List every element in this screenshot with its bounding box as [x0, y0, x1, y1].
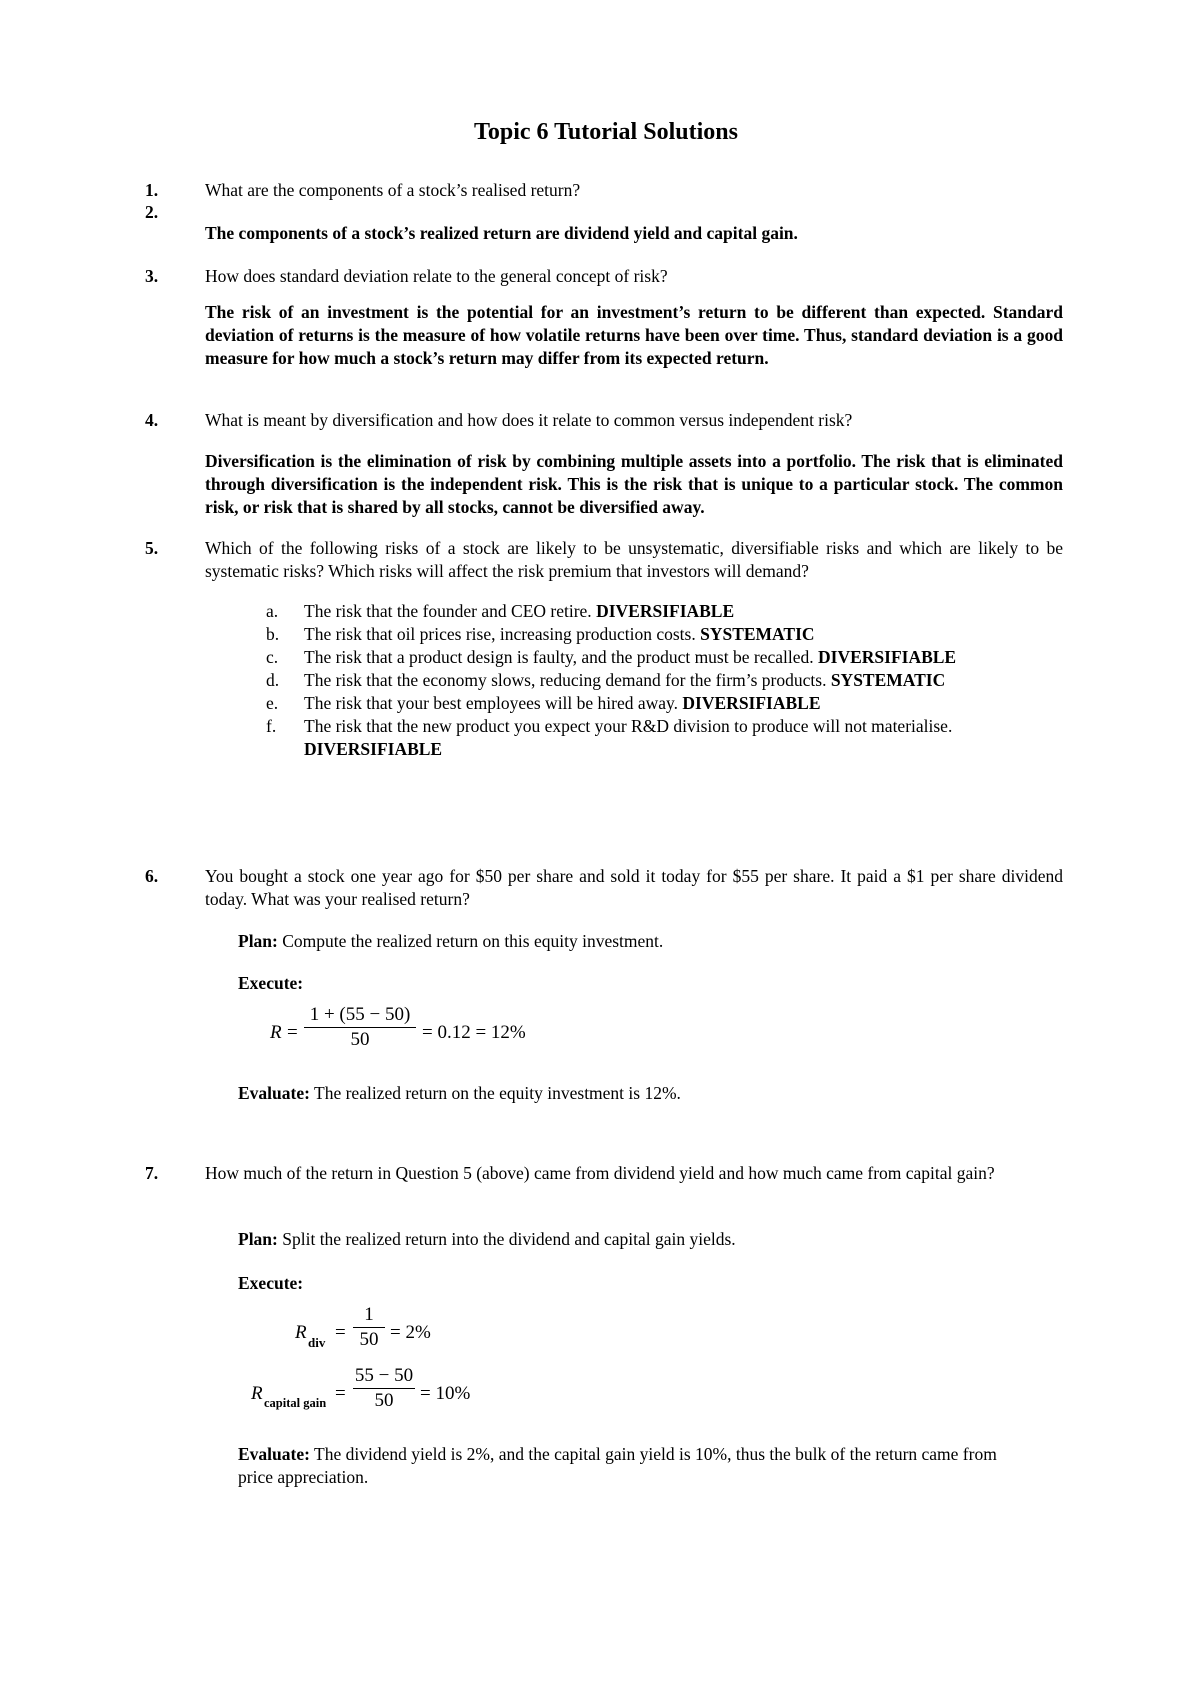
list-item-text: The risk that the founder and CEO retire.: [304, 601, 592, 621]
fraction-numerator: 1: [364, 1304, 374, 1325]
equation-equals: =: [287, 1022, 298, 1043]
list-item-answer: DIVERSIFIABLE: [682, 693, 821, 713]
equation-lhs: R: [295, 1322, 307, 1343]
list-item-letter: c.: [266, 647, 279, 667]
evaluate-label: Evaluate:: [238, 1444, 310, 1464]
list-item-text: The risk that a product design is faulty, and the product must be recalled.: [304, 647, 814, 667]
fraction-numerator: 1 + (55 − 50): [309, 1004, 411, 1025]
list-item: [238, 669, 1098, 692]
question-4-text: What is meant by diversification and how does it relate to common versus independent risk?: [205, 410, 853, 430]
answer-4-text: Diversification is the elimination of risk by combining multiple assets into a portfolio. The risk that is eliminated through diversification is the independent risk. This is the risk that is unique to a particular stock. The common risk, or risk that is shared by all stocks, cannot be diversified away.: [205, 451, 1063, 517]
equation-subscript: div: [308, 1335, 326, 1350]
equation-lhs: R: [270, 1022, 282, 1043]
list-item-text: The risk that oil prices rise, increasing production costs.: [304, 624, 696, 644]
plan-text: Compute the realized return on this equity investment.: [282, 931, 664, 951]
execute-label: Execute:: [238, 1273, 304, 1293]
evaluate-7: [238, 1443, 1028, 1489]
equation-rhs: = 0.12 = 12%: [422, 1022, 526, 1043]
plan-7: [238, 1228, 736, 1251]
question-3-text: How does standard deviation relate to the general concept of risk?: [205, 266, 668, 286]
question-number-3: 3.: [145, 266, 159, 286]
list-item-letter: b.: [266, 624, 280, 644]
equation-lhs: R: [251, 1383, 263, 1404]
equation-rhs: = 10%: [420, 1383, 471, 1404]
list-item-text: The risk that the economy slows, reducing demand for the firm’s products.: [304, 670, 827, 690]
question-1-text: What are the components of a stock’s realised return?: [205, 180, 581, 200]
answer-2-text: The components of a stock’s realized return are dividend yield and capital gain.: [205, 223, 798, 243]
list-item-text: The risk that your best employees will be hired away.: [304, 693, 679, 713]
list-item-letter: d.: [266, 670, 280, 690]
list-item-letter: f.: [266, 716, 277, 736]
risk-list: [238, 600, 1098, 761]
question-5-text: Which of the following risks of a stock are likely to be unsystematic, diversifiable risks and which are likely to be systematic risks? Which risks will affect the risk premium that investors will demand?: [205, 538, 1063, 581]
list-item: [238, 692, 1098, 715]
plan-label: Plan:: [238, 931, 278, 951]
equation-equals: =: [335, 1322, 346, 1343]
list-item-answer: SYSTEMATIC: [700, 624, 815, 644]
question-number-2: 2.: [145, 202, 159, 222]
list-item: [238, 715, 1098, 761]
question-number-5: 5.: [145, 538, 159, 558]
question-number-1: 1.: [145, 180, 159, 200]
list-item-answer: DIVERSIFIABLE: [596, 601, 735, 621]
fraction-denominator: 50: [374, 1390, 394, 1411]
equation-fraction: [353, 1303, 385, 1352]
equation-fraction: [304, 1003, 416, 1052]
evaluate-text: The dividend yield is 2%, and the capital gain yield is 10%, thus the bulk of the return came from price appreciation.: [238, 1444, 997, 1487]
list-item-answer: SYSTEMATIC: [830, 670, 946, 690]
fraction-denominator: 50: [350, 1029, 370, 1050]
list-item-answer: DIVERSIFIABLE: [818, 647, 957, 667]
evaluate-label: Evaluate:: [238, 1083, 310, 1103]
fraction-denominator: 50: [359, 1329, 379, 1350]
question-6-text: You bought a stock one year ago for $50 per share and sold it today for $55 per share. It paid a $1 per share dividend today. What was your realised return?: [205, 866, 1063, 909]
list-item-text: The risk that the new product you expect your R&D division to produce will not materialise.: [304, 716, 953, 736]
question-number-7: 7.: [145, 1163, 159, 1183]
question-7-text: How much of the return in Question 5 (above) came from dividend yield and how much came from capital gain?: [205, 1163, 995, 1183]
equation-subscript: capital gain: [264, 1396, 327, 1410]
equation-fraction: [353, 1364, 415, 1413]
list-item-answer: DIVERSIFIABLE: [304, 739, 443, 759]
list-item: [238, 623, 1098, 646]
answer-3-text: The risk of an investment is the potential for an investment’s return to be different than expected. Standard deviation of returns is the measure of how volatile returns have been over time. Thus, standard deviation is a good measure for how much a stock’s return may differ from its expected return.: [205, 302, 1063, 368]
question-number-6: 6.: [145, 866, 159, 886]
list-item: [238, 646, 1098, 669]
fraction-numerator: 55 − 50: [354, 1365, 414, 1386]
plan-label: Plan:: [238, 1229, 278, 1249]
equation-equals: =: [335, 1383, 346, 1404]
list-item-letter: a.: [266, 601, 279, 621]
plan-text: Split the realized return into the dividend and capital gain yields.: [282, 1229, 736, 1249]
evaluate-6: [238, 1082, 681, 1105]
page-title: Topic 6 Tutorial Solutions: [474, 119, 738, 145]
evaluate-text: The realized return on the equity investment is 12%.: [314, 1083, 681, 1103]
equation-rhs: = 2%: [390, 1322, 431, 1343]
plan-6: [238, 930, 663, 953]
list-item-letter: e.: [266, 693, 279, 713]
execute-label: Execute:: [238, 973, 304, 993]
question-number-4: 4.: [145, 410, 159, 430]
list-item: [238, 600, 1098, 623]
